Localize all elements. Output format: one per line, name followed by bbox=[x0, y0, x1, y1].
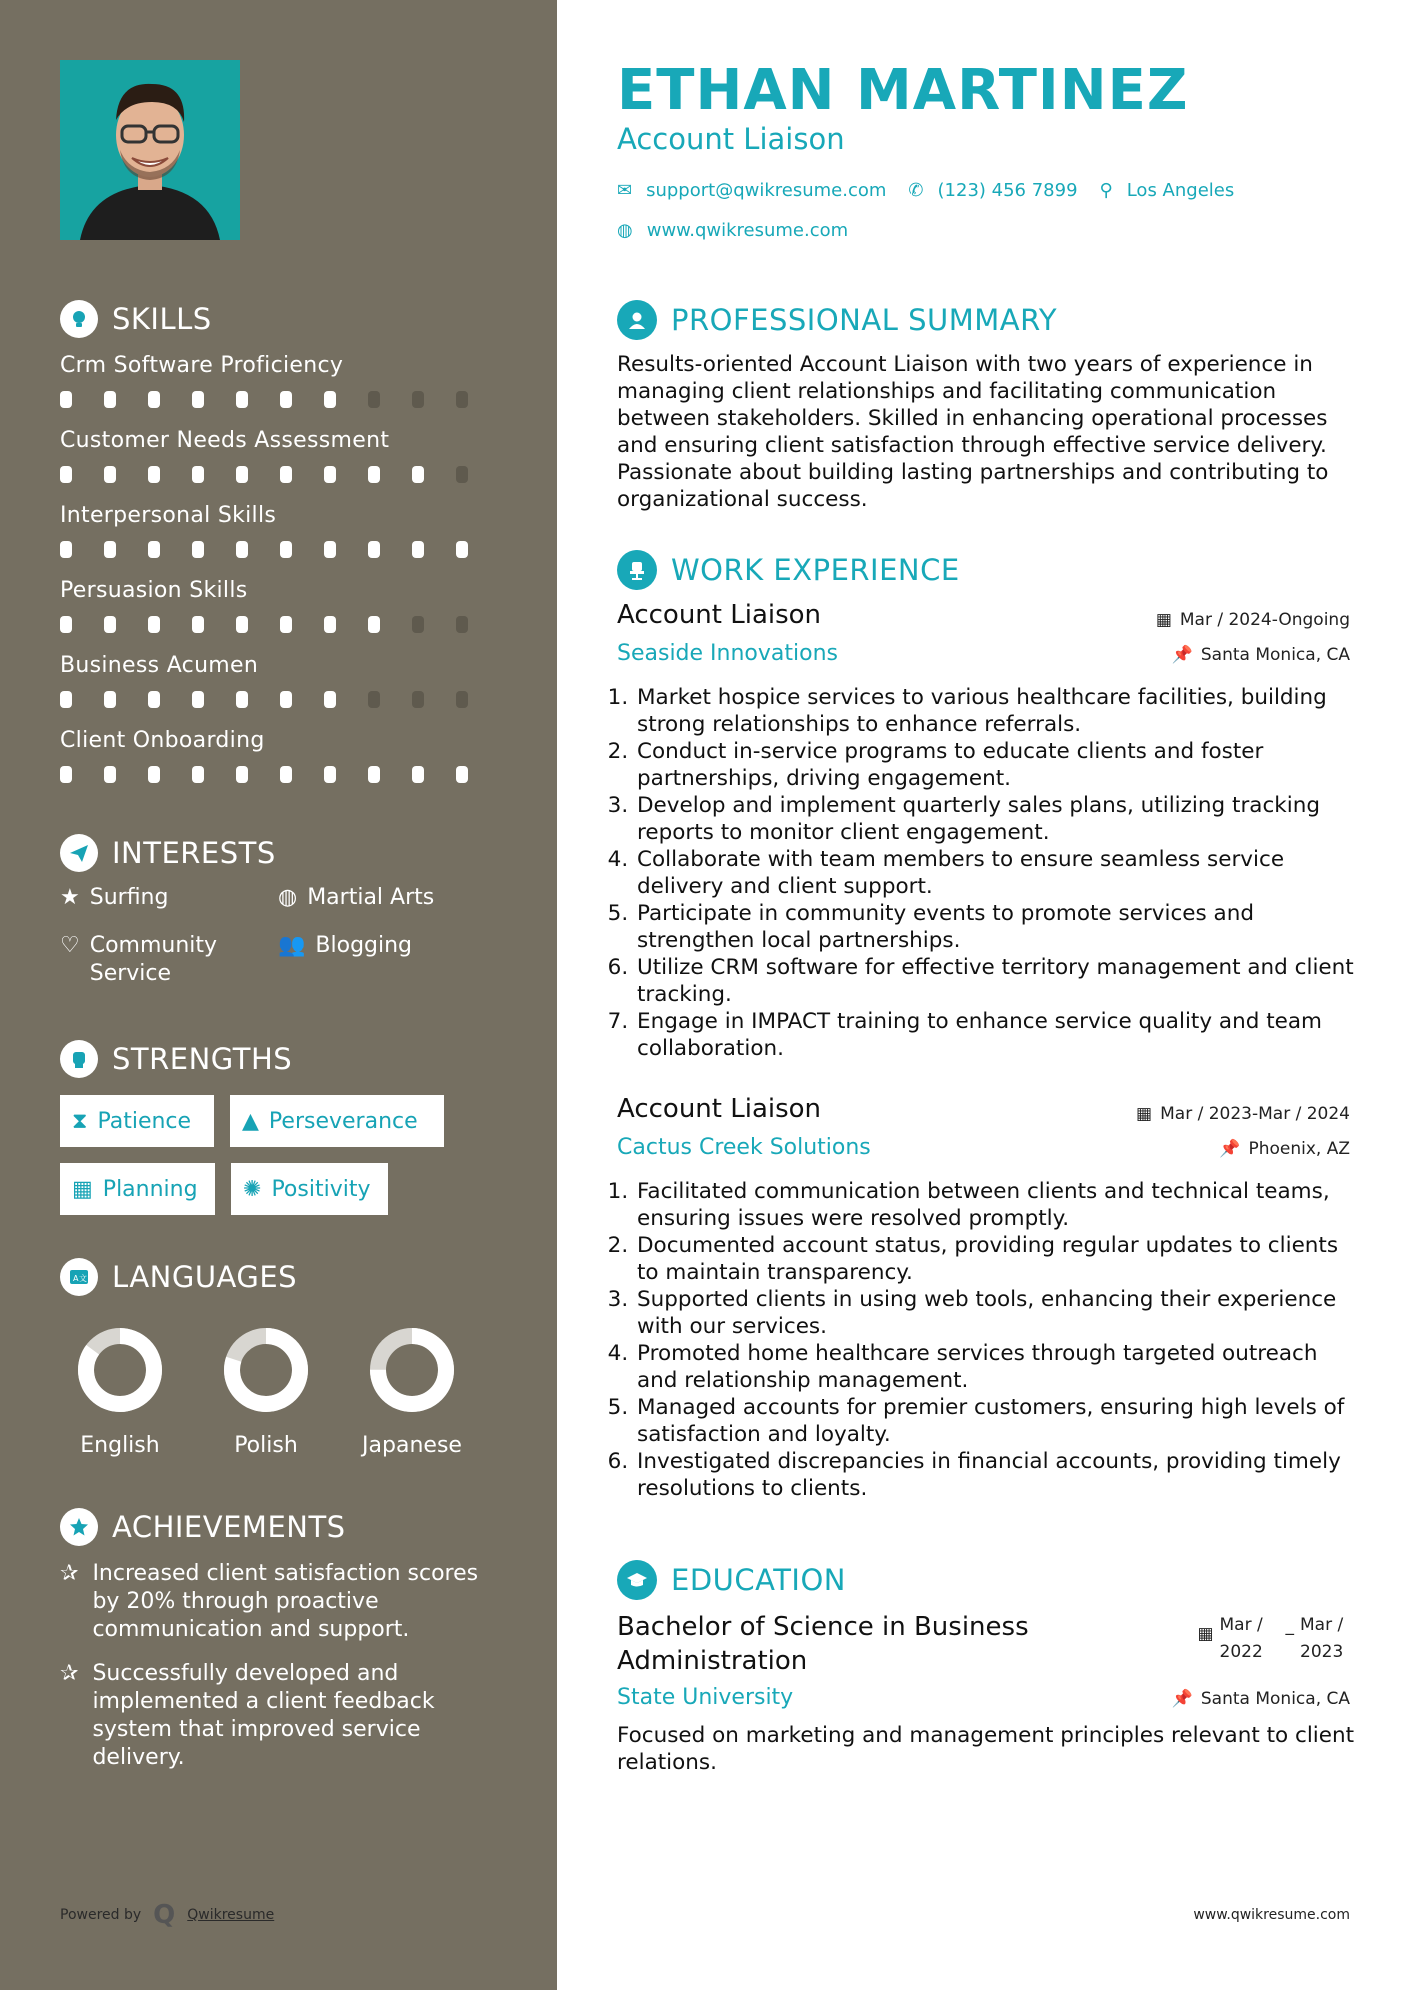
strength-label: Planning bbox=[102, 1176, 198, 1202]
paper-plane-icon bbox=[60, 834, 98, 872]
calendar-icon: ▦ bbox=[1197, 1624, 1214, 1644]
job-bullet: 4. Promoted home healthcare services through targeted outreach and relationship management. bbox=[635, 1340, 1362, 1394]
skill-dot bbox=[324, 391, 336, 408]
skill-rating bbox=[60, 616, 500, 633]
hands-icon: ♡ bbox=[60, 933, 80, 958]
skill-dot bbox=[192, 541, 204, 558]
education-dates bbox=[1197, 1612, 1350, 1666]
job-company: Seaside Innovations bbox=[617, 641, 838, 666]
strength-label: Positivity bbox=[271, 1176, 371, 1202]
skill-dot bbox=[60, 691, 72, 708]
pushpin-icon: 📌 bbox=[1171, 1689, 1193, 1709]
job-company: Cactus Creek Solutions bbox=[617, 1135, 871, 1160]
sidebar bbox=[0, 0, 557, 1990]
skill-dot bbox=[412, 616, 424, 633]
language-item bbox=[342, 1325, 482, 1458]
edu-start-year: 2022 bbox=[1219, 1642, 1263, 1662]
language-label: English bbox=[80, 1433, 160, 1458]
strength-chip bbox=[231, 1163, 388, 1215]
job-bullet: 3. Supported clients in using web tools, enhancing their experience with our services. bbox=[635, 1286, 1362, 1340]
shooting-star-icon: ✰ bbox=[60, 1561, 79, 1586]
job-location bbox=[1219, 1139, 1350, 1159]
skill-dot bbox=[280, 766, 292, 783]
job-bullet: 5. Participate in community events to promote services and strengthen local partnerships. bbox=[635, 900, 1362, 954]
skill-item bbox=[60, 728, 500, 783]
languages-heading bbox=[60, 1258, 297, 1296]
pushpin-icon: 📌 bbox=[1171, 645, 1193, 665]
languages-title: LANGUAGES bbox=[112, 1260, 298, 1294]
skill-dot bbox=[368, 766, 380, 783]
envelope-icon: ✉ bbox=[617, 180, 633, 201]
skill-dot bbox=[104, 466, 116, 483]
experience-heading bbox=[617, 550, 960, 590]
skill-label: Client Onboarding bbox=[60, 728, 265, 753]
achievement-text: Increased client satisfaction scores by 20% through proactive communication and support. bbox=[92, 1561, 479, 1642]
job-dates-text: Mar / 2023-Mar / 2024 bbox=[1160, 1104, 1350, 1124]
skill-dot bbox=[60, 466, 72, 483]
job-location-text: Santa Monica, CA bbox=[1200, 645, 1350, 665]
skill-dot bbox=[192, 391, 204, 408]
job-bullets bbox=[617, 684, 1362, 1062]
email-link[interactable]: support@qwikresume.com bbox=[646, 180, 887, 201]
achievement-item bbox=[60, 1660, 500, 1772]
strength-chip bbox=[60, 1163, 215, 1215]
job-title: Account Liaison bbox=[617, 600, 822, 630]
language-ring bbox=[221, 1325, 311, 1415]
skill-dot bbox=[236, 616, 248, 633]
skills-title: SKILLS bbox=[112, 302, 212, 336]
contact-row bbox=[617, 180, 1234, 201]
star-icon: ★ bbox=[60, 885, 80, 910]
degree-title: Bachelor of Science in Business Administration bbox=[617, 1612, 1029, 1676]
summary-text: Results-oriented Account Liaison with two years of experience in managing client relationships and facilitating communication between stakeholders. Skilled in enhancing operational processes and ensuring client satisfaction through effective service delivery. Passionate about building lasting partnerships and contributing to organizational success. bbox=[617, 352, 1329, 512]
job-bullet: 1. Market hospice services to various healthcare facilities, building strong relationships to enhance referrals. bbox=[635, 684, 1362, 738]
strength-chip bbox=[60, 1095, 214, 1147]
job-title: Account Liaison bbox=[617, 1094, 822, 1124]
job-dates-text: Mar / 2024-Ongoing bbox=[1179, 610, 1350, 630]
calendar-icon: ▦ bbox=[72, 1176, 93, 1202]
experience-title: WORK EXPERIENCE bbox=[671, 553, 960, 587]
skill-dot bbox=[104, 766, 116, 783]
graduation-cap-icon bbox=[617, 1560, 657, 1600]
skill-item bbox=[60, 578, 500, 633]
school-name: State University bbox=[617, 1685, 794, 1710]
svg-text:A文: A文 bbox=[73, 1274, 88, 1283]
interest-label: Surfing bbox=[89, 885, 169, 910]
skill-dot bbox=[280, 466, 292, 483]
calendar-icon: ▦ bbox=[1155, 610, 1172, 630]
skill-dot bbox=[280, 616, 292, 633]
skill-dot bbox=[148, 766, 160, 783]
achievements-heading bbox=[60, 1508, 346, 1546]
job-bullet: 2. Conduct in-service programs to educate clients and foster partnerships, driving engagement. bbox=[635, 738, 1362, 792]
shooting-star-icon: ✰ bbox=[60, 1661, 79, 1686]
skill-dot bbox=[148, 691, 160, 708]
skill-label: Interpersonal Skills bbox=[60, 503, 277, 528]
skill-dot bbox=[192, 766, 204, 783]
skill-dot bbox=[368, 691, 380, 708]
skill-dot bbox=[236, 766, 248, 783]
job-location-text: Phoenix, AZ bbox=[1248, 1139, 1350, 1159]
job-bullet: 4. Collaborate with team members to ensure seamless service delivery and client support. bbox=[635, 846, 1362, 900]
globe-icon: ◍ bbox=[278, 885, 298, 910]
interests-heading bbox=[60, 834, 276, 872]
location-text: Los Angeles bbox=[1126, 180, 1235, 201]
sun-icon: ✺ bbox=[243, 1176, 262, 1202]
footer-website[interactable]: www.qwikresume.com bbox=[1193, 1907, 1350, 1923]
skill-dot bbox=[280, 691, 292, 708]
qwikresume-logo-icon: Q bbox=[153, 1900, 176, 1930]
brand-link[interactable]: Qwikresume bbox=[187, 1907, 275, 1923]
mountain-icon: ▲ bbox=[242, 1108, 259, 1134]
medal-star-icon bbox=[60, 1508, 98, 1546]
skill-dot bbox=[456, 466, 468, 483]
skill-dot bbox=[368, 541, 380, 558]
interest-label: Blogging bbox=[315, 933, 413, 958]
main-content bbox=[557, 0, 1407, 1990]
lightbulb-icon bbox=[60, 300, 98, 338]
job-bullet: 6. Utilize CRM software for effective territory management and client tracking. bbox=[635, 954, 1362, 1008]
skill-dot bbox=[192, 691, 204, 708]
interest-item bbox=[278, 884, 434, 912]
skill-rating bbox=[60, 391, 500, 408]
language-icon bbox=[60, 1258, 98, 1296]
powered-by-label: Powered by bbox=[60, 1907, 142, 1923]
skill-dot bbox=[60, 541, 72, 558]
phone-icon: ✆ bbox=[908, 180, 924, 201]
interest-label: Martial Arts bbox=[307, 885, 435, 910]
job-bullets bbox=[617, 1178, 1362, 1502]
fist-icon bbox=[60, 1040, 98, 1078]
skill-item bbox=[60, 353, 500, 408]
school-location bbox=[1172, 1689, 1350, 1709]
phone-text: (123) 456 7899 bbox=[937, 180, 1078, 201]
edu-end-year: 2023 bbox=[1300, 1642, 1344, 1662]
skill-dot bbox=[412, 391, 424, 408]
edu-end-label: Mar / bbox=[1300, 1615, 1344, 1635]
skill-dot bbox=[148, 391, 160, 408]
office-chair-icon bbox=[617, 550, 657, 590]
candidate-role: Account Liaison bbox=[617, 122, 845, 156]
skill-dot bbox=[412, 466, 424, 483]
skill-dot bbox=[368, 466, 380, 483]
summary-title: PROFESSIONAL SUMMARY bbox=[671, 303, 1058, 337]
skill-dot bbox=[412, 766, 424, 783]
skill-item bbox=[60, 503, 500, 558]
summary-heading bbox=[617, 300, 1057, 340]
achievement-text: Successfully developed and implemented a client feedback system that improved service delivery. bbox=[92, 1661, 435, 1770]
skill-label: Persuasion Skills bbox=[60, 578, 248, 603]
website-row bbox=[617, 220, 848, 241]
skill-dot bbox=[280, 391, 292, 408]
job-dates bbox=[1156, 610, 1350, 630]
candidate-name: ETHAN MARTINEZ bbox=[617, 58, 1189, 123]
users-icon: 👥 bbox=[278, 933, 306, 958]
skill-label: Customer Needs Assessment bbox=[60, 428, 390, 453]
interest-label: Community Service bbox=[89, 933, 218, 986]
skill-item bbox=[60, 653, 500, 708]
strength-label: Perseverance bbox=[268, 1108, 418, 1134]
language-label: Japanese bbox=[362, 1433, 462, 1458]
user-icon bbox=[617, 300, 657, 340]
skill-dot bbox=[456, 541, 468, 558]
skill-dot bbox=[148, 466, 160, 483]
skill-dot bbox=[324, 766, 336, 783]
job-dates bbox=[1136, 1104, 1350, 1124]
job-bullet: 1. Facilitated communication between clients and technical teams, ensuring issues were resolved promptly. bbox=[635, 1178, 1362, 1232]
achievements-title: ACHIEVEMENTS bbox=[112, 1510, 346, 1544]
language-item bbox=[196, 1325, 336, 1458]
calendar-icon: ▦ bbox=[1136, 1104, 1153, 1124]
school-location-text: Santa Monica, CA bbox=[1200, 1689, 1350, 1709]
skill-rating bbox=[60, 466, 500, 483]
map-pin-icon: ⚲ bbox=[1099, 180, 1113, 201]
skill-dot bbox=[192, 466, 204, 483]
interest-item bbox=[278, 932, 412, 960]
skill-dot bbox=[104, 541, 116, 558]
strength-chip bbox=[230, 1095, 444, 1147]
job-bullet: 7. Engage in IMPACT training to enhance service quality and team collaboration. bbox=[635, 1008, 1362, 1062]
skill-dot bbox=[236, 691, 248, 708]
job-location bbox=[1172, 645, 1350, 665]
skill-dot bbox=[60, 391, 72, 408]
skill-dot bbox=[192, 616, 204, 633]
skill-rating bbox=[60, 541, 500, 558]
powered-by bbox=[60, 1900, 274, 1930]
skill-dot bbox=[324, 616, 336, 633]
skill-label: Crm Software Proficiency bbox=[60, 353, 344, 378]
skill-dot bbox=[456, 616, 468, 633]
skill-dot bbox=[60, 766, 72, 783]
skill-dot bbox=[104, 616, 116, 633]
job-bullet: 2. Documented account status, providing regular updates to clients to maintain transparency. bbox=[635, 1232, 1362, 1286]
strength-label: Patience bbox=[97, 1108, 192, 1134]
skill-dot bbox=[368, 391, 380, 408]
skill-dot bbox=[148, 616, 160, 633]
skill-dot bbox=[456, 691, 468, 708]
skill-dot bbox=[412, 691, 424, 708]
interest-item bbox=[60, 932, 260, 988]
job-bullet: 5. Managed accounts for premier customers, ensuring high levels of satisfaction and loyalty. bbox=[635, 1394, 1362, 1448]
skill-dot bbox=[324, 541, 336, 558]
skill-label: Business Acumen bbox=[60, 653, 259, 678]
skill-rating bbox=[60, 766, 500, 783]
skill-dot bbox=[236, 541, 248, 558]
skill-dot bbox=[456, 766, 468, 783]
website-link[interactable]: www.qwikresume.com bbox=[646, 220, 849, 241]
skill-dot bbox=[236, 466, 248, 483]
hourglass-icon: ⧗ bbox=[72, 1108, 88, 1134]
edu-start-label: Mar / bbox=[1219, 1615, 1263, 1635]
skill-dot bbox=[324, 466, 336, 483]
edu-separator: _ bbox=[1285, 1616, 1294, 1636]
skill-dot bbox=[324, 691, 336, 708]
strengths-title: STRENGTHS bbox=[112, 1042, 293, 1076]
job-bullet: 6. Investigated discrepancies in financial accounts, providing timely resolutions to clients. bbox=[635, 1448, 1362, 1502]
language-ring bbox=[367, 1325, 457, 1415]
language-item bbox=[50, 1325, 190, 1458]
skill-dot bbox=[412, 541, 424, 558]
skill-item bbox=[60, 428, 500, 483]
skill-dot bbox=[280, 541, 292, 558]
skills-heading bbox=[60, 300, 212, 338]
strengths-heading bbox=[60, 1040, 292, 1078]
skill-dot bbox=[104, 691, 116, 708]
skill-dot bbox=[148, 541, 160, 558]
job-bullet: 3. Develop and implement quarterly sales plans, utilizing tracking reports to monitor client engagement. bbox=[635, 792, 1362, 846]
education-heading bbox=[617, 1560, 846, 1600]
language-label: Polish bbox=[234, 1433, 298, 1458]
skill-dot bbox=[368, 616, 380, 633]
interests-title: INTERESTS bbox=[112, 836, 276, 870]
pushpin-icon: 📌 bbox=[1219, 1139, 1241, 1159]
skill-dot bbox=[104, 391, 116, 408]
education-title: EDUCATION bbox=[671, 1563, 847, 1597]
education-description: Focused on marketing and management principles relevant to client relations. bbox=[617, 1723, 1355, 1775]
skill-dot bbox=[456, 391, 468, 408]
skill-rating bbox=[60, 691, 500, 708]
globe-icon: ◍ bbox=[617, 220, 633, 241]
skill-dot bbox=[60, 616, 72, 633]
language-ring bbox=[75, 1325, 165, 1415]
achievement-item bbox=[60, 1560, 500, 1644]
skill-dot bbox=[236, 391, 248, 408]
interest-item bbox=[60, 884, 168, 912]
profile-photo bbox=[60, 60, 240, 240]
